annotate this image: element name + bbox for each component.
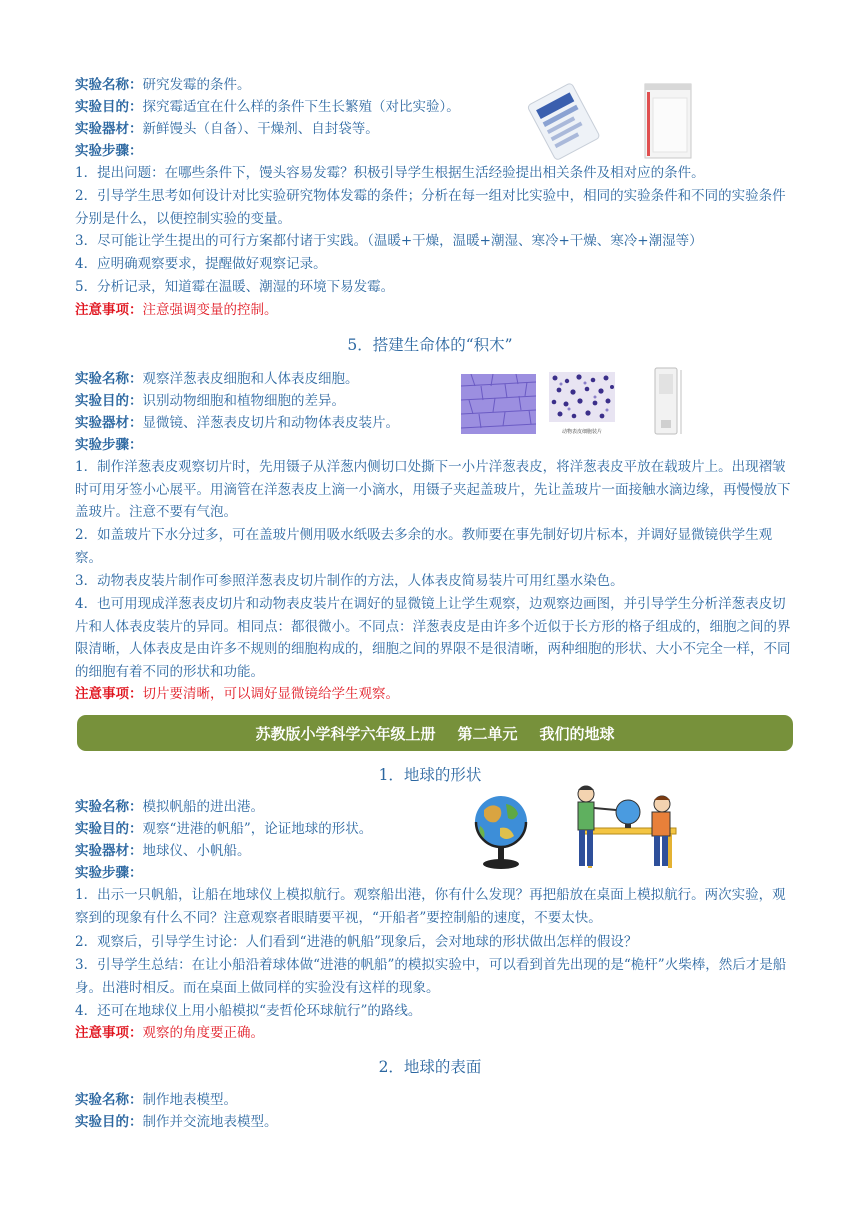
purpose-label: 实验目的：	[75, 393, 143, 409]
purpose-label: 实验目的：	[75, 99, 143, 115]
experiment-materials: 新鲜馒头（自备）、干燥剂、自封袋等。	[142, 121, 379, 137]
s2-steps-row	[75, 434, 143, 456]
note-label: 注意事项：	[75, 302, 143, 318]
s4-name-row	[75, 1089, 237, 1111]
step-item: 2．引导学生思考如何设计对比实验研究物体发霉的条件；分析在每一组对比实验中，相同的实验条件和不同的实验条件分别是什么，以便控制实验的变量。	[75, 188, 786, 227]
experiment-purpose: 识别动物细胞和植物细胞的差异。	[142, 393, 345, 409]
step-item: 4．应明确观察要求，提醒做好观察记录。	[75, 256, 327, 272]
name-label: 实验名称：	[75, 1092, 143, 1108]
onion-cells-icon	[461, 374, 536, 434]
s1-note-row	[75, 299, 278, 321]
steps-label: 实验步骤：	[75, 437, 143, 453]
s3-note-row	[75, 1022, 264, 1044]
steps-label: 实验步骤：	[75, 143, 143, 159]
microscope-icon	[647, 364, 687, 440]
experiment-name: 制作地表模型。	[142, 1092, 237, 1108]
desiccant-packet-icon	[527, 82, 602, 162]
experiment-materials: 显微镜、洋葱表皮切片和动物体表皮装片。	[142, 415, 399, 431]
experiment-name: 观察洋葱表皮细胞和人体表皮细胞。	[142, 371, 359, 387]
note-label: 注意事项：	[75, 1025, 143, 1041]
slide-caption: 动物表皮细胞装片	[561, 429, 602, 435]
s3-name-row	[75, 796, 264, 818]
banner-book: 苏教版小学科学六年级上册	[255, 724, 436, 743]
materials-label: 实验器材：	[75, 415, 143, 431]
s1-materials-row	[75, 118, 379, 140]
banner-unit: 第二单元	[457, 724, 518, 743]
s1-steps-row	[75, 140, 143, 162]
purpose-label: 实验目的：	[75, 821, 143, 837]
animal-cells-icon	[549, 372, 615, 430]
globe-icon	[470, 792, 532, 872]
step-item: 4．也可用现成洋葱表皮切片和动物表皮装片在调好的显微镜上让学生观察，边观察边画图，并引导学生分析洋葱表皮切片和人体表皮装片的异同。相同点：都很微小。不同点：洋葱表皮是由许多个近似于长方形的格子组成的，细胞之间的界限清晰，人体表皮是由许多不规则的细胞构成的，细胞之间的界限不是很清晰，两种细胞的形状、大小不完全一样，不同的细胞有着不同的形状和功能。	[75, 596, 791, 680]
step-item: 3．引导学生总结：在让小船沿着球体做“进港的帆船”的模拟实验中，可以看到首先出现的是“桅杆”火柴棒，然后才是船身。出港时相反。而在桌面上做同样的实验没有这样的现象。	[75, 957, 787, 996]
name-label: 实验名称：	[75, 77, 143, 93]
experiment-name: 研究发霉的条件。	[142, 77, 251, 93]
s3-materials-row	[75, 840, 251, 862]
step-item: 3．动物表皮装片制作可参照洋葱表皮切片制作的方法，人体表皮简易装片可用红墨水染色。	[75, 573, 624, 589]
section-title: 1．地球的形状	[378, 766, 482, 784]
section-title: 5．搭建生命体的“积木”	[347, 336, 513, 354]
s3-steps-row	[75, 862, 143, 884]
materials-label: 实验器材：	[75, 843, 143, 859]
step-item: 2．观察后，引导学生讨论：人们看到“进港的帆船”现象后，会对地球的形状做出怎样的假设？	[75, 934, 638, 950]
note-text: 观察的角度要正确。	[142, 1025, 264, 1041]
name-label: 实验名称：	[75, 371, 143, 387]
step-item: 3．尽可能让学生提出的可行方案都付诸于实践。（温暖+干燥，温暖+潮湿、寒冷+干燥、寒冷+潮湿等）	[75, 233, 703, 249]
experiment-purpose: 探究霉适宜在什么样的条件下生长繁殖（对比实验）。	[142, 99, 460, 115]
s1-purpose-row	[75, 96, 460, 118]
name-label: 实验名称：	[75, 799, 143, 815]
experiment-purpose: 观察“进港的帆船”，论证地球的形状。	[142, 821, 373, 837]
s4-purpose-row	[75, 1111, 278, 1133]
zip-bag-icon	[642, 82, 694, 160]
note-text: 注意强调变量的控制。	[142, 302, 278, 318]
step-item: 5．分析记录，知道霉在温暖、潮湿的环境下易发霉。	[75, 279, 395, 295]
purpose-label: 实验目的：	[75, 1114, 143, 1130]
s2-note-row	[75, 683, 399, 705]
note-label: 注意事项：	[75, 686, 143, 702]
steps-label: 实验步骤：	[75, 865, 143, 881]
s1-name-row	[75, 74, 251, 96]
s2-materials-row	[75, 412, 399, 434]
step-item: 4．还可在地球仪上用小船模拟“麦哲伦环球航行”的路线。	[75, 1003, 422, 1019]
step-item: 1．制作洋葱表皮观察切片时，先用镊子从洋葱内侧切口处撕下一小片洋葱表皮，将洋葱表皮平放在载玻片上。出现褶皱时可用牙签小心展平。用滴管在洋葱表皮上滴一小滴水，用镊子夹起盖玻片，先让盖玻片一面接触水滴边缘，再慢慢放下盖玻片。注意不要有气泡。	[75, 459, 791, 520]
students-globe-icon	[570, 780, 685, 875]
unit-banner	[77, 715, 793, 751]
banner-unit-title: 我们的地球	[539, 724, 615, 743]
step-item: 1．提出问题：在哪些条件下，馒头容易发霉？积极引导学生根据生活经验提出相关条件及相对应的条件。	[75, 165, 705, 181]
step-item: 1．出示一只帆船，让船在地球仪上模拟航行。观察船出港，你有什么发现？再把船放在桌面上模拟航行。两次实验，观察到的现象有什么不同？注意观察者眼睛要平视，“开船者”要控制船的速度，不要太快。	[75, 887, 786, 926]
s2-name-row	[75, 368, 359, 390]
experiment-name: 模拟帆船的进出港。	[142, 799, 264, 815]
s2-purpose-row	[75, 390, 345, 412]
note-text: 切片要清晰，可以调好显微镜给学生观察。	[142, 686, 399, 702]
s3-purpose-row	[75, 818, 372, 840]
experiment-purpose: 制作并交流地表模型。	[142, 1114, 278, 1130]
experiment-materials: 地球仪、小帆船。	[142, 843, 251, 859]
materials-label: 实验器材：	[75, 121, 143, 137]
step-item: 2．如盖玻片下水分过多，可在盖玻片侧用吸水纸吸去多余的水。教师要在事先制好切片标本，并调好显微镜供学生观察。	[75, 527, 773, 566]
section-title: 2．地球的表面	[378, 1058, 482, 1076]
